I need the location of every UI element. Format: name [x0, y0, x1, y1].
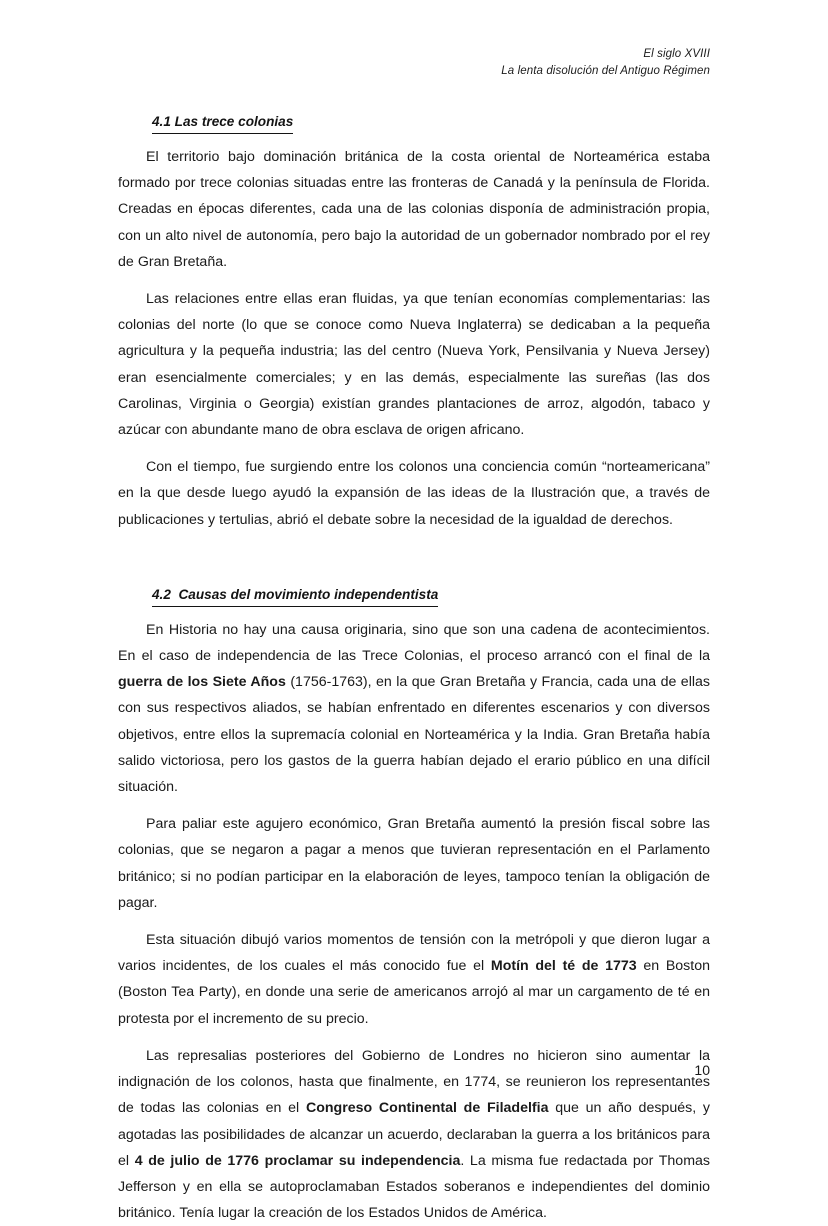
page-number: 10	[694, 1062, 710, 1078]
running-header-line-1: El siglo XVIII	[643, 48, 710, 60]
paragraph: Esta situación dibujó varios momentos de tensión con la metrópoli y que dieron lugar a varios incidentes, de los cuales el más conocido fue el Motín del té de 1773 en Boston (Boston Tea Party), en donde una serie de americanos arrojó al mar un cargamento de té en protesta por el incremento de su precio.	[118, 932, 710, 1027]
section-heading-4-1-text: 4.1 Las trece colonias	[152, 112, 293, 134]
paragraph: Las relaciones entre ellas eran fluidas, ya que tenían economías complementarias: las colonias del norte (lo que se conoce como Nueva Inglaterra) se dedicaban a la pequeña agricultura y la pequeña industria; las del centro (Nueva York, Pensilvania y Nueva Jersey) eran esencialmente comerciales; y en las demás, especialmente las sureñas (las dos Carolinas, Virginia o Georgia) existían grandes plantaciones de arroz, algodón, tabaco y azúcar con abundante mano de obra esclava de origen africano.	[118, 291, 710, 439]
section-spacer	[118, 544, 710, 585]
paragraph: El territorio bajo dominación británica de la costa oriental de Norteamérica estaba formado por trece colonias situadas entre las fronteras de Canadá y la península de Florida. Creadas en épocas diferentes, cada una de las colonias disponía de administración propia, con un alto nivel de autonomía, pero bajo la autoridad de un gobernador nombrado por el rey de Gran Bretaña.	[118, 149, 710, 270]
section-heading-4-2-text: 4.2 Causas del movimiento independentista	[152, 585, 438, 607]
paragraph: Las represalias posteriores del Gobierno de Londres no hicieron sino aumentar la indignación de los colonos, hasta que finalmente, en 1774, se reunieron los representantes de todas las colonias en el Congreso Continental de Filadelfia que un año después, y agotadas las posibilidades de alcanzar un acuerdo, declaraban la guerra a los británicos para el 4 de julio de 1776 proclamar su independencia. La misma fue redactada por Thomas Jefferson y en ella se autoproclamaban Estados soberanos e independientes del dominio británico. Tenía lugar la creación de los Estados Unidos de América.	[118, 1047, 710, 1222]
section-heading-4-2	[118, 585, 710, 608]
document-body	[118, 112, 710, 1226]
paragraph: Para paliar este agujero económico, Gran Bretaña aumentó la presión fiscal sobre las colonias, que se negaron a pagar a menos que tuvieran representación en el Parlamento británico; si no podían participar en la elaboración de leyes, tampoco tenían la obligación de pagar.	[118, 816, 710, 911]
paragraph: En Historia no hay una causa originaria, sino que son una cadena de acontecimientos. En el caso de independencia de las Trece Colonias, el proceso arrancó con el final de la guerra de los Siete Años (1756-1763), en la que Gran Bretaña y Francia, cada una de ellas con sus respectivos aliados, se habían enfrentado en diferentes escenarios y con diversos objetivos, entre ellos la supremacía colonial en Norteamérica y la India. Gran Bretaña había salido victoriosa, pero los gastos de la guerra habían dejado el erario público en una difícil situación.	[118, 621, 710, 796]
paragraph: Con el tiempo, fue surgiendo entre los colonos una conciencia común “norteamericana” en la que desde luego ayudó la expansión de las ideas de la Ilustración que, a través de publicaciones y tertulias, abrió el debate sobre la necesidad de la igualdad de derechos.	[118, 459, 710, 528]
section-heading-4-1	[118, 112, 710, 135]
running-header-line-2: La lenta disolución del Antiguo Régimen	[501, 65, 710, 77]
running-header	[118, 46, 710, 80]
